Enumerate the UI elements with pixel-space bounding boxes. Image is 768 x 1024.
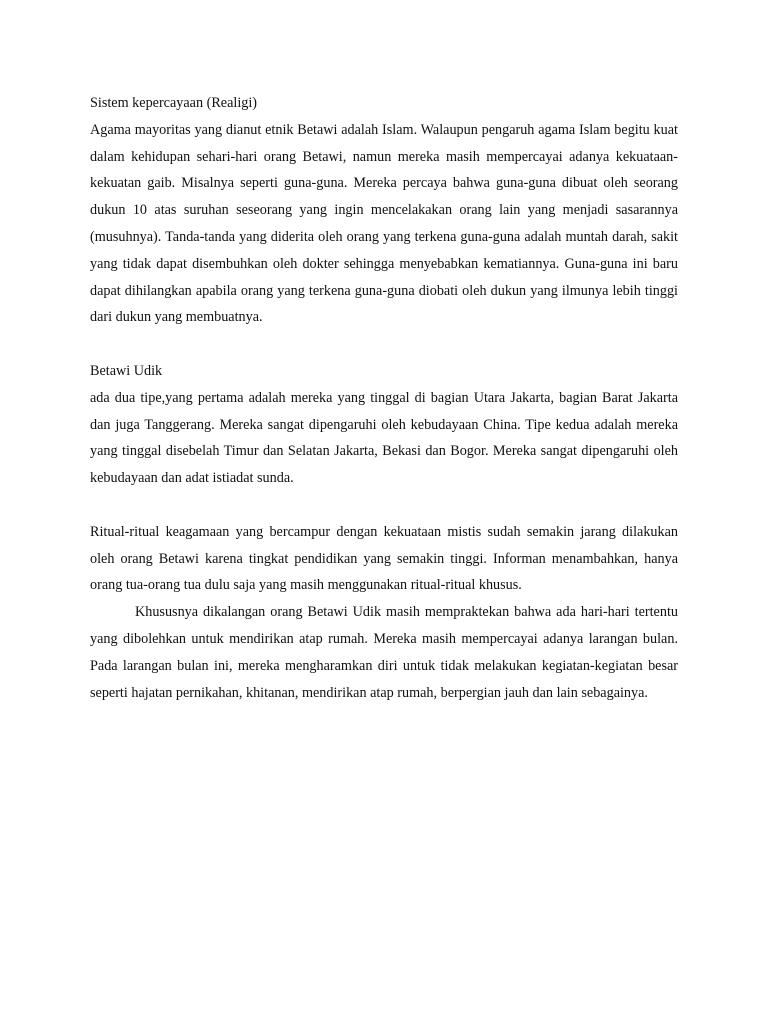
- paragraph-betawi-udik: ada dua tipe,yang pertama adalah mereka yang tinggal di bagian Utara Jakarta, bagian Barat Jakarta dan juga Tanggerang. Mereka sangat dipengaruhi oleh kebudayaan China. Tipe kedua adalah mereka yang tinggal disebelah Timur dan Selatan Jakarta, Bekasi dan Bogor. Mereka sangat dipengaruhi oleh kebudayaan dan adat istiadat sunda.: [90, 389, 678, 487]
- paragraph-spacer: [90, 492, 678, 519]
- section-heading-betawi-udik: Betawi Udik: [90, 362, 163, 379]
- paragraph-ritual: Ritual-ritual keagamaan yang bercampur dengan kekuataan mistis sudah semakin jarang dilakukan oleh orang Betawi karena tingkat pendidikan yang semakin tinggi. Informan menambahkan, hanya orang tua-orang tua dulu saja yang masih menggunakan ritual-ritual khusus.: [90, 523, 678, 594]
- paragraph-sistem-kepercayaan: Agama mayoritas yang dianut etnik Betawi adalah Islam. Walaupun pengaruh agama Islam begitu kuat dalam kehidupan sehari-hari orang Betawi, namun mereka masih mempercayai adanya kekuataan-kekuatan gaib. Misalnya seperti guna-guna. Mereka percaya bahwa guna-guna dibuat oleh seorang dukun 10 atas suruhan seseorang yang ingin mencelakakan orang lain yang menjadi sasarannya (musuhnya). Tanda-tanda yang diderita oleh orang yang terkena guna-guna adalah muntah darah, sakit yang tidak dapat disembuhkan oleh dokter sehingga menyebabkan kematiannya. Guna-guna ini baru dapat dihilangkan apabila orang yang terkena guna-guna diobati oleh dukun yang ilmunya lebih tinggi dari dukun yang membuatnya.: [90, 121, 678, 326]
- paragraph-khususnya: Khususnya dikalangan orang Betawi Udik masih mempraktekan bahwa ada hari-hari tertentu yang dibolehkan untuk mendirikan atap rumah. Mereka masih mempercayai adanya larangan bulan. Pada larangan bulan ini, mereka mengharamkan diri untuk tidak melakukan kegiatan-kegiatan besar seperti hajatan pernikahan, khitanan, mendirikan atap rumah, berpergian jauh dan lain sebagainya.: [90, 604, 678, 701]
- section-heading-sistem-kepercayaan: Sistem kepercayaan (Realigi): [90, 95, 258, 111]
- paragraph-spacer: [90, 331, 678, 358]
- document-page: [90, 90, 678, 706]
